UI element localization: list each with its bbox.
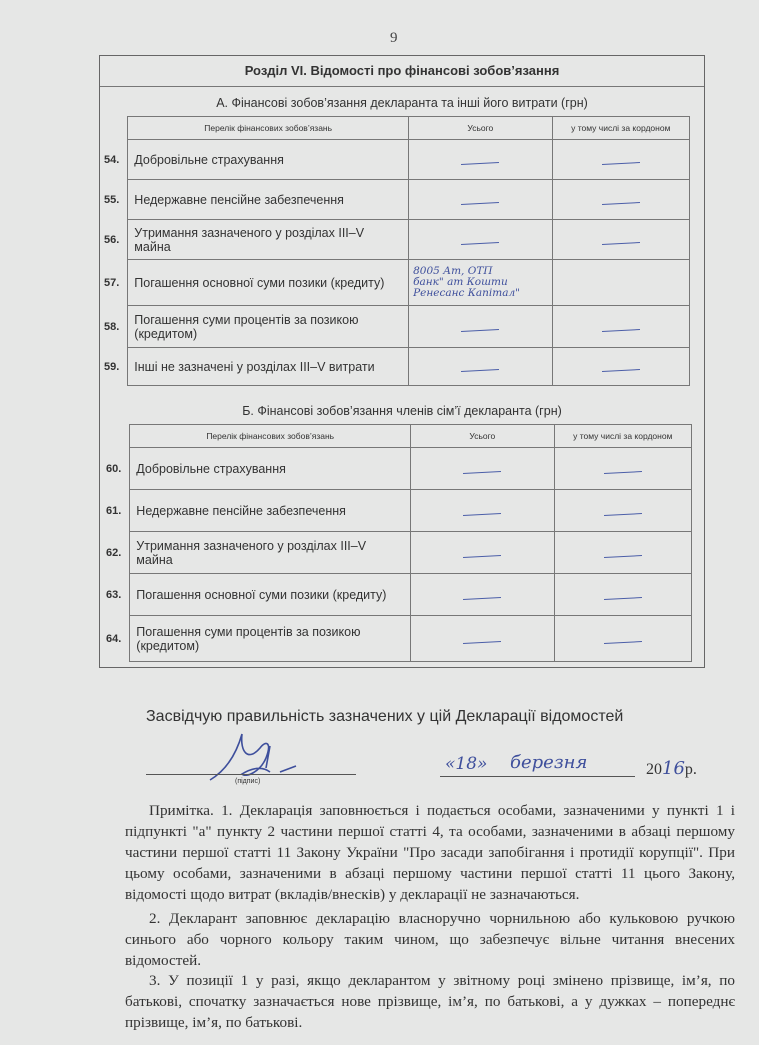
- dash-mark: [604, 471, 642, 474]
- dash-mark: [463, 555, 501, 558]
- table-row: 62. Утримання зазначеного у розділах III–V майна: [100, 532, 692, 574]
- table-b: Перелік фінансових зобов’язань Усього у тому числі за кордоном 60. Добровільне страхування 61. Недержавне пенсійне забезпечення 62. Утримання зазначеного у розділах III–V майна 63. Погашення основної суми позики (кредиту) 64. Погашення суми процентів за позикою (кредитом): [100, 424, 692, 662]
- header-list: Перелік фінансових зобов’язань: [128, 117, 409, 140]
- document-page: 9 Розділ VІ. Відомості про фінансові зобов’язання А. Фінансові зобов’язання декларанта та інші його витрати (грн) Перелік фінансових зобов’язань Усього у тому числі за кордоном 54. Добровільне страхування 55. Недержавне пенсійне забезпечення 56. Утримання зазначеного у розділах III–V майна 57. Погашення основної суми позики (кредиту) 8005 Ат, ОТП банк" ат Кошти Ренесанс Капітал" 58. Погашення суми процентів за позикою (кредитом) 59. Інші не зазначені у розділах III–V витрати Б. Фінансові зобов’язання членів сім’ї декларанта (грн) Перелік фінансових зобов’язань Усього у тому числі за кордоном 60. Добровільне страхування 61. Недержавне пенсійне забезпечення 62. Утримання зазначеного у розділах III–V майна 63. Погашення основної суми позики (кредиту) 64. Погашення суми процентів за позикою (кредитом) Засвідчую правильність зазначених у цій Декларації відомостей (підпис) «18» березня 2016р. Примітка. 1. Декларація заповнюється і подається особами, зазначеними у пункті 1 і підпункті "а" пункту 2 частини першої статті 4, та особами, зазначеними в абзаці першому частини першої статті 11 Закону України "Про засади запобігання і протидії корупції". При цьому особами, зазначеними в абзаці першому частини першої статті 11 цього Закону, відомості щодо витрат (вкладів/внесків) у декларації не зазначаються. 2. Декларант заповнює декларацію власноручно чорнильною або кульковою ручкою синього або чорного кольору таким чином, що забезпечує вільне читання внесених відомостей. 3. У позиції 1 у разі, якщо декларантом у звітному році змінено прізвище, ім’я, по батькові, спочатку зазначається нове прізвище, ім’я, по батькові, а у дужках – попереднє прізвище, ім’я, по батькові.: [0, 0, 759, 1045]
- handwritten-note: 8005 Ат, ОТП банк" ат Кошти Ренесанс Капітал": [409, 260, 552, 306]
- table-row: 57. Погашення основної суми позики (кредиту) 8005 Ат, ОТП банк" ат Кошти Ренесанс Капітал": [98, 260, 690, 306]
- table-row: 64. Погашення суми процентів за позикою (кредитом): [100, 616, 692, 662]
- dash-mark: [461, 329, 499, 332]
- dash-mark: [463, 641, 501, 644]
- dash-mark: [602, 369, 640, 372]
- dash-mark: [604, 641, 642, 644]
- section-title: Розділ VІ. Відомості про фінансові зобов’язання: [100, 56, 704, 87]
- dash-mark: [461, 202, 499, 205]
- dash-mark: [463, 471, 501, 474]
- table-row: 55. Недержавне пенсійне забезпечення: [98, 180, 690, 220]
- dash-mark: [463, 597, 501, 600]
- dash-mark: [602, 329, 640, 332]
- signature-line: [146, 774, 356, 775]
- section-vi-frame: [99, 55, 705, 668]
- table-row: 58. Погашення суми процентів за позикою (кредитом): [98, 306, 690, 348]
- table-a: [98, 116, 690, 386]
- dash-mark: [604, 597, 642, 600]
- dash-mark: [461, 242, 499, 245]
- page-number: 9: [390, 30, 398, 46]
- table-row: 54. Добровільне страхування: [98, 140, 690, 180]
- note-1: Примітка. 1. Декларація заповнюється і подається особами, зазначеними у пункті 1 і підпункті "а" пункту 2 частини першої статті 4, та особами, зазначеними в абзаці першому частини першої статті 11 Закону України "Про засади запобігання і протидії корупції". При цьому особами, зазначеними в абзаці першому частини першої статті 11 цього Закону, відомості щодо витрат (вкладів/внесків) у декларації не зазначаються.: [125, 802, 735, 903]
- table-row: 60. Добровільне страхування: [100, 448, 692, 490]
- dash-mark: [602, 202, 640, 205]
- dash-mark: [602, 162, 640, 165]
- note-3: 3. У позиції 1 у разі, якщо декларантом у звітному році змінено прізвище, ім’я, по батькові, спочатку зазначається нове прізвище, ім’я, по батькові, а у дужках – попереднє прізвище, ім’я, по батькові.: [125, 972, 735, 1031]
- attestation-title: Засвідчую правильність зазначених у цій Декларації відомостей: [146, 708, 624, 725]
- table-row: 59. Інші не зазначені у розділах III–V витрати: [98, 348, 690, 386]
- signature-caption: (підпис): [235, 778, 261, 785]
- subsection-b-title: Б. Фінансові зобов’язання членів сім’ї декларанта (грн): [242, 404, 562, 418]
- date-year: 16: [662, 758, 685, 779]
- date-line: [440, 776, 635, 777]
- table-row: 56. Утримання зазначеного у розділах III–V майна: [98, 220, 690, 260]
- dash-mark: [602, 242, 640, 245]
- header-abroad: у тому числі за кордоном: [552, 117, 689, 140]
- dash-mark: [604, 513, 642, 516]
- dash-mark: [461, 369, 499, 372]
- table-row: 61. Недержавне пенсійне забезпечення: [100, 490, 692, 532]
- table-row: 63. Погашення основної суми позики (кредиту): [100, 574, 692, 616]
- dash-mark: [461, 162, 499, 165]
- subsection-a-title: А. Фінансові зобов’язання декларанта та інші його витрати (грн): [216, 96, 588, 110]
- date-day: «18»: [445, 754, 488, 774]
- header-total: Усього: [409, 117, 552, 140]
- dash-mark: [463, 513, 501, 516]
- date-month: березня: [510, 752, 588, 773]
- note-2: 2. Декларант заповнює декларацію власноручно чорнильною або кульковою ручкою синього або чорного кольору таким чином, що забезпечує вільне читання внесених відомостей.: [125, 910, 735, 969]
- dash-mark: [604, 555, 642, 558]
